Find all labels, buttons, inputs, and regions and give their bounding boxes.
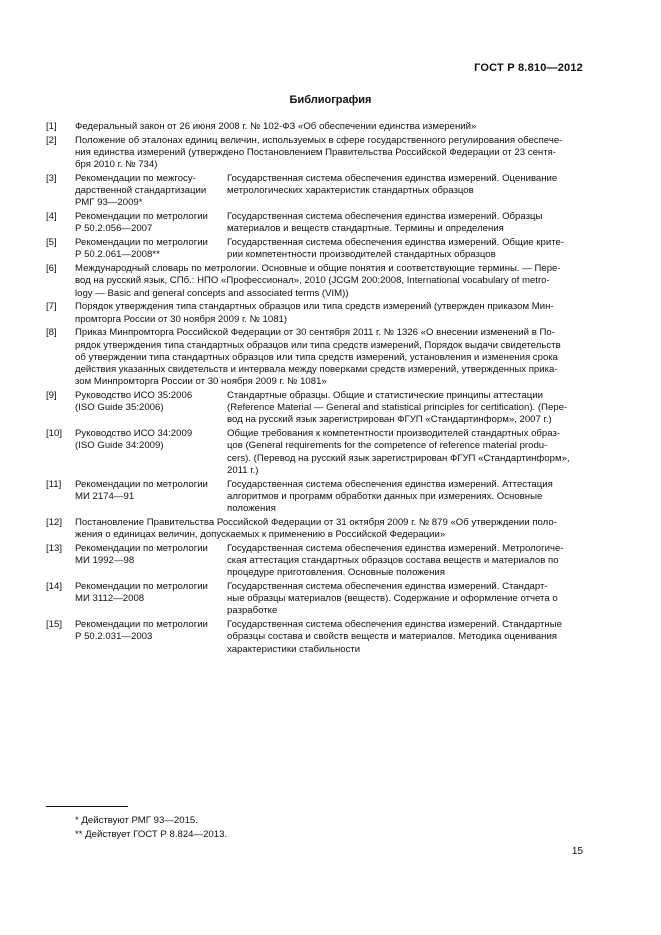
footnotes [75,814,227,842]
entry-title [227,237,584,261]
entry-line: жения о единицах величин, допускаемых к применению в Российской Федерации» [75,529,446,541]
entry-line: Положение об эталонах единиц величин, используемых в сфере государственного регулирования обеспече- [75,134,563,146]
source-line: Руководство ИСО 35:2006 [75,390,193,402]
title-line: Государственная система обеспечения единства измерений. Метрологиче- [227,542,564,554]
title-line: Общие требования к компетентности производителей стандартных образ- [227,428,561,440]
page-number: 15 [571,846,583,857]
entry-line: зом Минпромторга России от 30 ноября 2009 г. № 1081» [75,376,327,388]
source-line: РМГ 93—2009* [75,197,143,209]
entry-columns [75,237,584,261]
entry-columns [75,581,584,618]
entry-source [75,390,227,427]
title-line: Государственная система обеспечения единства измерений. Стандарт- [227,581,548,593]
source-line: Рекомендации по метрологии [75,542,208,554]
entry-number: [2] [46,134,57,146]
entry-source [75,619,227,656]
source-line: (ISO Guide 34:2009) [75,440,164,452]
bibliography-entry [46,211,584,235]
entry-line: Международный словарь по метрологии. Основные и общие понятия и соответствующие термины. — Пере- [75,263,561,275]
entry-title [227,390,584,427]
entry-line: Постановление Правительства Российской Федерации от 31 октября 2009 г. № 879 «Об утверждении поло- [75,516,557,528]
entry-source [75,479,227,516]
title-line: положения [227,503,276,515]
bibliography-entry [46,263,584,300]
entry-title [227,479,584,516]
title-line: процедуре приготовления. Основные положения [227,567,445,579]
bibliography-entry [46,390,584,427]
source-line: Рекомендации по метрологии [75,619,208,631]
entry-source [75,211,227,235]
entry-title [227,619,584,656]
entry-line: промторга России от 30 ноября 2009 г. № 1081) [75,313,288,325]
source-line: Р 50.2.031—2003 [75,631,153,643]
title-line: ные образцы материалов (веществ). Содержание и оформление отчета о [227,593,558,605]
bibliography-entry [46,173,584,210]
title-line: Государственная система обеспечения единства измерений. Образцы [227,211,543,223]
title-line: метрологических характеристик стандартных образцов [227,185,474,197]
entry-number: [8] [46,327,57,339]
entry-number: [12] [46,516,63,528]
bibliography-entry [46,301,584,325]
bibliography-list [46,121,584,657]
title-line: рии компетентности производителей стандартных образцов [227,249,496,261]
entry-number: [5] [46,237,57,249]
entry-line: Приказ Минпромторга Российской Федерации от 30 сентября 2011 г. № 1326 «О внесении изменений в По- [75,327,555,339]
entry-source [75,428,227,477]
entry-number: [14] [46,581,63,593]
bibliography-entry [46,428,584,477]
source-line: Руководство ИСО 34:2009 [75,428,193,440]
entry-columns [75,211,584,235]
entry-source [75,237,227,261]
entry-columns [75,173,584,210]
entry-title [227,581,584,618]
bibliography-entry [46,327,584,388]
title-line: цов (General requirements for the competence of reference material produ- [227,440,548,452]
title-line: Государственная система обеспечения единства измерений. Оценивание [227,173,558,184]
bibliography-entry [46,479,584,516]
bibliography-entry [46,237,584,261]
entry-number: [3] [46,173,57,184]
entry-columns [75,619,584,656]
title-line: разработке [227,605,278,617]
source-line: МИ 2174—91 [75,490,135,502]
bibliography-entry [46,135,584,172]
source-line: Рекомендации по метрологии [75,237,208,249]
entry-source [75,581,227,618]
entry-line: ния единства измерений (утверждено Постановлением Правительства Российской Федерации от 23 сентя- [75,147,556,158]
title-line: cers). (Перевод на русский язык зарегистрирован ФГУП «Стандартинформ», [227,452,570,464]
footnote-1: * Действуют РМГ 93—2015. [75,815,198,826]
footnote-divider [46,806,128,807]
entry-number: [10] [46,428,63,440]
title-line: Стандартные образцы. Общие и статистические принципы аттестации [227,390,544,402]
source-line: дарственной стандартизации [75,185,207,197]
source-line: МИ 3112—2008 [75,593,145,605]
entry-line: об утверждении типа стандартных образцов или типа средств измерений, установления и изменения срока [75,351,559,363]
title-line: ская аттестация стандартных образцов состава веществ и материалов по [227,555,559,567]
entry-source [75,543,227,580]
document-code: ГОСТ Р 8.810—2012 [474,62,583,74]
title-line: вод на русский язык зарегистрирован ФГУП «Стандартинформ», 2007 г.) [227,414,552,426]
entry-text [75,121,584,133]
title-line: Государственная система обеспечения единства измерений. Стандартные [227,619,562,631]
source-line: (ISO Guide 35:2006) [75,402,164,414]
entry-line: Порядок утверждения типа стандартных образцов или типа средств измерений (утвержден приказом Мин- [75,301,554,313]
entry-text [75,301,584,325]
entry-number: [6] [46,263,57,275]
entry-title [227,173,584,210]
entry-columns [75,428,584,477]
bibliography-entry [46,517,584,541]
entry-number: [15] [46,619,63,631]
entry-text [75,263,584,300]
entry-line: действия указанных свидетельств и интервала между поверками средств измерений, утвержденных прика- [75,364,558,376]
title-line: образцы состава и свойств веществ и материалов. Методика оценивания [227,631,558,643]
source-line: Рекомендации по метрологии [75,478,208,490]
title-line: 2011 г.) [227,464,259,476]
title-line: (Reference Material — General and statistical principles for certification). (Пере- [227,402,568,414]
entry-line: Федеральный закон от 26 июня 2008 г. № 102-ФЗ «Об обеспечении единства измерений» [75,121,477,132]
entry-line: logy — Basic and general concepts and associated terms (VIM)) [75,287,349,299]
entry-columns [75,479,584,516]
title-line: материалов и веществ стандартные. Термины и определения [227,223,504,235]
source-line: Р 50.2.061—2008** [75,249,160,261]
entry-text [75,517,584,541]
entry-columns [75,390,584,427]
entry-title [227,428,584,477]
bibliography-entry [46,121,584,133]
source-line: Рекомендации по метрологии [75,581,208,593]
bibliography-entry [46,543,584,580]
title-line: характеристики стабильности [227,643,361,655]
entry-columns [75,543,584,580]
source-line: Рекомендации по межгосу- [75,173,196,184]
entry-text [75,327,584,388]
source-line: Р 50.2.056—2007 [75,223,153,235]
entry-line: рядок утверждения типа стандартных образцов или типа средств измерений, Порядок выдачи свидетельств [75,339,561,351]
entry-text [75,135,584,172]
title-line: алгоритмов и программ обработки данных при измерениях. Основные [227,490,543,502]
title-line: Государственная система обеспечения единства измерений. Общие крите- [227,237,565,249]
entry-number: [13] [46,542,63,554]
entry-source [75,173,227,210]
source-line: Рекомендации по метрологии [75,211,208,223]
page-title: Библиография [289,94,372,106]
entry-number: [9] [46,390,57,402]
entry-line: бря 2010 г. № 734) [75,159,158,171]
entry-title [227,543,584,580]
title-line: Государственная система обеспечения единства измерений. Аттестация [227,478,553,490]
source-line: МИ 1992—98 [75,555,135,567]
bibliography-entry [46,619,584,656]
entry-number: [7] [46,301,57,313]
footnote-2: ** Действует ГОСТ Р 8.824—2013. [75,829,228,840]
entry-number: [11] [46,478,62,490]
entry-line: вод на русский язык, СПб.: НПО «Профессионал», 2010 (JCGM 200:2008, International vocabulary of metro- [75,275,550,287]
entry-title [227,211,584,235]
bibliography-entry [46,581,584,618]
entry-number: [1] [46,121,57,132]
entry-number: [4] [46,211,57,223]
